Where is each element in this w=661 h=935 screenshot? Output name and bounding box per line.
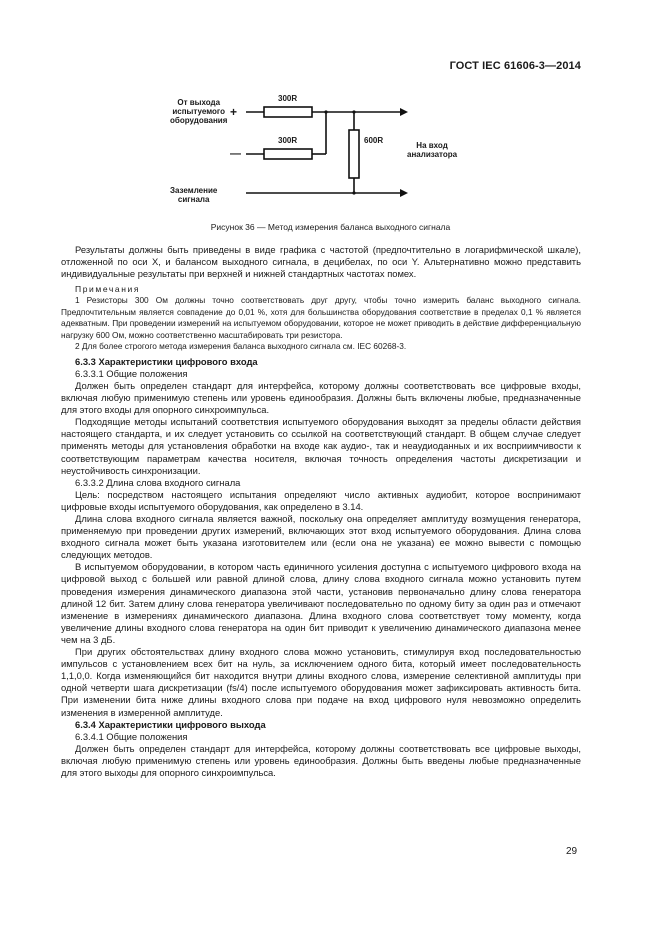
resistor-r2 (264, 149, 312, 159)
junction-r3 (352, 110, 355, 113)
paragraph: Длина слова входного сигнала является важной, поскольку она определяет амплитуду возмущения генератора, применяемую при проведении других измерений, включающих этот вход испытуемого оборудования. Длина слова входного сигнала может быть указана изготовителем или (если она не указана) ее можно вывести с помощью следующих методов. (61, 513, 581, 561)
r2-label: 300R (278, 136, 298, 145)
document-body (61, 244, 581, 779)
paragraph: При других обстоятельствах длину входного слова можно установить, стимулируя вход последовательностью импульсов с установлением всех бит на нуль, за исключением одного бита, который имеет последовательность 1,1,0,0. Когда изменяющийся бит находится внутри длины входного слова, измерение селективной амплитуды при одной четверти шага дискретизации (fs/4) после испытуемого оборудования может зафиксировать активность бита. При изменении бита ниже длины входного слова при подаче на вход цифрового нуля невозможно определить изменения в измеренной амплитуде. (61, 646, 581, 718)
junction-top (324, 110, 327, 113)
page-number: 29 (566, 846, 578, 857)
standard-id: ГОСТ IEC 61606-3—2014 (449, 60, 581, 72)
paragraph: Подходящие методы испытаний соответствия испытуемого оборудования выходят за пределы области действия настоящего стандарта, и их следует установить со ссылкой на соответствующий стандарт. В общем случае следует применять методы для установления обработки на входе как аудио-, так и неаудиоданных и их восприимчивости к соответствующим параметрам качества носителя, включая точность определения частоты дискретизации и неустойчивость синхронизации. (61, 416, 581, 476)
paragraph: Должен быть определен стандарт для интерфейса, которому должны соответствовать все цифровые входы, включая любую применимую степень или уровень единообразия. Должны быть включены любые, предназначенные для этого входы для опорного синхроимпульса. (61, 379, 581, 416)
r1-label: 300R (278, 94, 298, 103)
resistor-r3 (349, 130, 359, 178)
section-heading: 6.3.4 Характеристики цифрового выхода (75, 718, 266, 730)
section-heading: 6.3.3 Характеристики цифрового входа (75, 355, 258, 367)
plus-terminal: + (230, 105, 238, 119)
arrow-top-out (400, 108, 408, 116)
arrow-ground-out (400, 189, 408, 197)
subsection-heading: 6.3.3.2 Длина слова входного сигнала (75, 476, 241, 488)
subsection-heading: 6.3.4.1 Общие положения (75, 730, 188, 742)
note-1: 1 Резисторы 300 Ом должны точно соответствовать друг другу, чтобы точно измерить баланс выходного сигнала. Предпочтительным является совпадение до 0,01 %, хотя для большинства оборудования соответствие в пределах 0,1 % является адекватным. При проведении измерений на испытуемом оборудовании, которое не может приводить в действие дифференциальную нагрузку 600 Ом, можно соответственно масштабировать три резистора. (61, 295, 581, 340)
source-label: От выхода испытуемого оборудования (170, 98, 228, 125)
paragraph: Цель: посредством настоящего испытания определяют число активных аудиобит, которое воспринимают цифровые входы испытуемого оборудования, как определено в 3.14. (61, 488, 581, 512)
paragraph: Результаты должны быть приведены в виде графика с частотой (предпочтительно в логарифмической шкале), отложенной по оси X, и балансом выходного сигнала, в децибелах, по оси Y. Альтернативно можно представить индивидуальные результаты при верхней и нижней стандартных частотах помех. (61, 244, 581, 280)
notes-title: Примечания (75, 284, 141, 295)
r3-label: 600R (364, 136, 384, 145)
paragraph: Должен быть определен стандарт для интерфейса, которому должны соответствовать все цифровые выходы, включая любую применимую степень или уровень единообразия. Должны быть введены любые предназначенные для этого выходы для опорного синхроимпульса. (61, 742, 581, 778)
figure-caption: Рисунок 36 — Метод измерения баланса выходного сигнала (210, 222, 451, 232)
subsection-heading: 6.3.3.1 Общие положения (75, 367, 188, 379)
destination-label: На вход анализатора (407, 141, 458, 159)
minus-terminal: — (230, 148, 241, 160)
resistor-r1 (264, 107, 312, 117)
note-2: 2 Для более строгого метода измерения баланса выходного сигнала см. IEC 60268-3. (75, 341, 407, 352)
circuit-diagram (150, 86, 490, 216)
paragraph: В испытуемом оборудовании, в котором часть единичного усиления доступна с испытуемого цифрового входа на цифровой выход с большей или равной длиной слова, длину слова входного сигнала можно установить путем проведения измерения динамического диапазона этой части, установив первоначально длину слова генератора длиной 12 бит. Затем длину слова генератора увеличивают последовательно по одному биту за один раз и отмечают изменение в измерениях динамического диапазона. Длина входного слова соответствует тому моменту, когда увеличение длины входного слова генератора на один бит приводит к увеличению динамического диапазона менее чем на 3 дБ. (61, 561, 581, 645)
junction-ground (352, 191, 355, 194)
ground-label: Заземление сигнала (170, 186, 218, 204)
